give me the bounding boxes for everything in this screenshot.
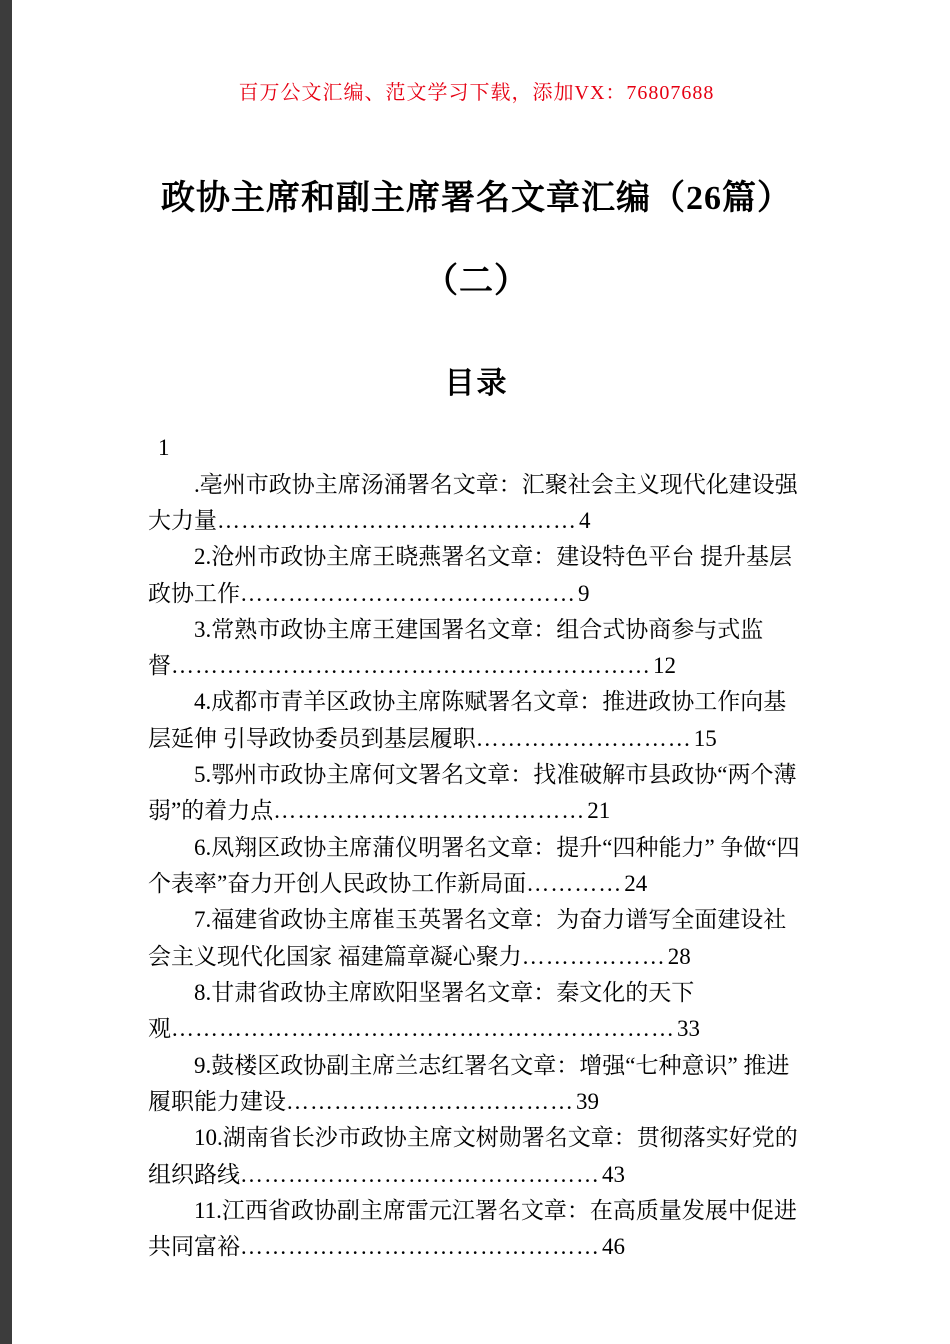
toc-entry-number-orphan: 1 [158, 435, 170, 461]
toc-leader-dots: …………………………………… [240, 580, 576, 606]
toc-leader-dots: ……………………………… [286, 1089, 574, 1115]
promo-notice: 百万公文汇编、范文学习下载，添加VX：76807688 [238, 82, 715, 104]
toc-page-number: 9 [578, 580, 590, 606]
toc-entry-text: 11.江西省政协副主席雷元江署名文章：在高质量发展中促进共同富裕 [148, 1198, 797, 1260]
document-title: 政协主席和副主席署名文章汇编（26篇） [161, 180, 792, 217]
toc-entry-text: 4.成都市青羊区政协主席陈赋署名文章：推进政协工作向基层延伸 引导政协委员到基层履职 [148, 689, 787, 751]
toc-entry-text: 6.凤翔区政协主席蒲仪明署名文章：提升“四种能力” 争做“四个表率”奋力开创人民政协工作新局面 [148, 834, 800, 897]
toc-page-number: 15 [693, 725, 717, 751]
toc-page-number: 12 [653, 653, 676, 679]
toc-entry [148, 1120, 805, 1193]
toc-leader-dots: ……………………………………………………… [171, 1016, 675, 1042]
toc-entry [148, 539, 805, 612]
toc-entry-text: .亳州市政协主席汤涌署名文章：汇聚社会主义现代化建设强大力量 [148, 471, 798, 533]
toc-page-number: 28 [667, 943, 691, 969]
toc-entry [148, 902, 805, 975]
toc-entry-text: 8.甘肃省政协主席欧阳坚署名文章：秦文化的天下观 [148, 980, 695, 1042]
toc-entry [148, 757, 805, 830]
toc-entry [148, 975, 805, 1048]
toc-page-number: 4 [579, 507, 591, 533]
toc-entry [148, 830, 805, 903]
toc-entry [148, 1193, 805, 1266]
toc-leader-dots: …………………………………………………… [171, 653, 651, 679]
toc-leader-dots: ……………………………………… [240, 1161, 600, 1187]
document-subtitle: （二） [424, 263, 529, 301]
toc-entry-text: 2.沧州市政协主席王晓燕署名文章：建设特色平台 提升基层政协工作 [148, 544, 792, 606]
toc-page-number: 33 [677, 1016, 700, 1042]
toc-page-number: 43 [602, 1161, 625, 1187]
toc-entry-text: 3.常熟市政协主席王建国署名文章：组合式协商参与式监督 [148, 616, 764, 679]
toc-entry-text: 5.鄂州市政协主席何文署名文章：找准破解市县政协“两个薄弱”的着力点 [148, 762, 797, 824]
toc-page-number: 39 [576, 1089, 599, 1115]
toc-entry [148, 467, 805, 540]
toc-entry-text: 10.湖南省长沙市政协主席文树勋署名文章：贯彻落实好党的组织路线 [148, 1125, 798, 1187]
toc-page-number: 21 [587, 798, 611, 824]
toc-leader-dots: ………………………………… [273, 798, 586, 824]
toc-leader-dots: ……………………………………… [240, 1234, 600, 1260]
page-content [0, 76, 950, 1326]
toc-page-number: 46 [602, 1234, 625, 1260]
toc-heading: 目录 [444, 367, 509, 401]
toc-list [148, 467, 805, 1266]
toc-entry-text: 9.鼓楼区政协副主席兰志红署名文章：增强“七种意识” 推进履职能力建设 [148, 1052, 790, 1115]
toc-leader-dots: ……………………………………… [217, 507, 577, 533]
toc-entry-text: 7.福建省政协主席崔玉英署名文章：为奋力谱写全面建设社会主义现代化国家 福建篇章凝心聚力 [148, 907, 787, 969]
toc-entry [148, 1048, 805, 1121]
toc-page-number: 24 [624, 871, 648, 897]
toc-entry [148, 684, 805, 757]
toc-leader-dots: ……………… [521, 943, 666, 969]
toc-entry [148, 612, 805, 685]
toc-leader-dots: ……………………… [475, 725, 692, 751]
page-edge-bar [0, 0, 12, 1344]
toc-leader-dots: ………… [526, 871, 623, 897]
